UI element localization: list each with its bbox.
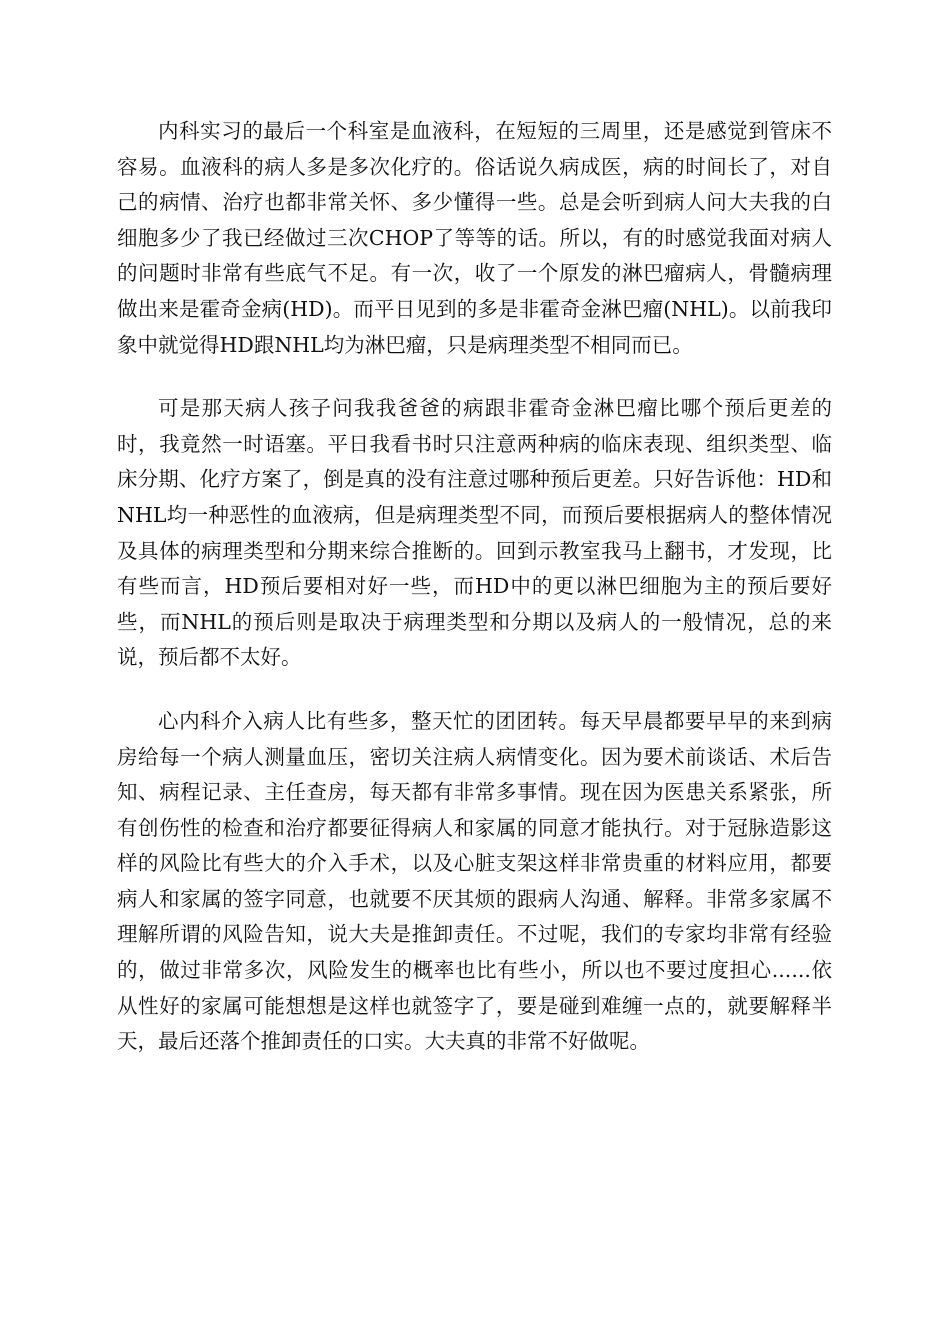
paragraph-cardiology-intervention: 心内科介入病人比有些多，整天忙的团团转。每天早晨都要早早的来到病房给每一个病人测量血压，密切关注病人病情变化。因为要术前谈话、术后告知、病程记录、主任查房，每天都有非常多事情。现在因为医患关系紧张，所有创伤性的检查和治疗都要征得病人和家属的同意才能执行。对于冠脉造影这样的风险比有些大的介入手术，以及心脏支架这样非常贵重的材料应用，都要病人和家属的签字同意，也就要不厌其烦的跟病人沟通、解释。非常多家属不理解所谓的风险告知，说大夫是推卸责任。不过呢，我们的专家均非常有经验的，做过非常多次，风险发生的概率也比有些小，所以也不要过度担心......依从性好的家属可能想想是这样也就签字了，要是碰到难缠一点的，就要解释半天，最后还落个推卸责任的口实。大夫真的非常不好做呢。 — [117, 708, 832, 1054]
paragraph-hematology-internship: 内科实习的最后一个科室是血液科，在短短的三周里，还是感觉到管床不容易。血液科的病人多是多次化疗的。俗话说久病成医，病的时间长了，对自己的病情、治疗也都非常关怀、多少懂得一些。总是会听到病人问大夫我的白细胞多少了我已经做过三次CHOP了等等的话。所以，有的时感觉我面对病人的问题时非常有些底气不足。有一次，收了一个原发的淋巴瘤病人，骨髓病理做出来是霍奇金病(HD)。而平日见到的多是非霍奇金淋巴瘤(NHL)。以前我印象中就觉得HD跟NHL均为淋巴瘤，只是病理类型不相同而已。 — [117, 119, 832, 357]
document-body — [117, 114, 832, 1088]
paragraph-prognosis-question: 可是那天病人孩子问我我爸爸的病跟非霍奇金淋巴瘤比哪个预后更差的时，我竟然一时语塞。平日我看书时只注意两种病的临床表现、组织类型、临床分期、化疗方案了，倒是真的没有注意过哪种预后更差。只好告诉他：HD和NHL均一种恶性的血液病，但是病理类型不同，而预后要根据病人的整体情况及具体的病理类型和分期来综合推断的。回到示教室我马上翻书，才发现，比有些而言，HD预后要相对好一些，而HD中的更以淋巴细胞为主的预后要好些，而NHL的预后则是取决于病理类型和分期以及病人的一般情况，总的来说，预后都不太好。 — [117, 396, 832, 670]
